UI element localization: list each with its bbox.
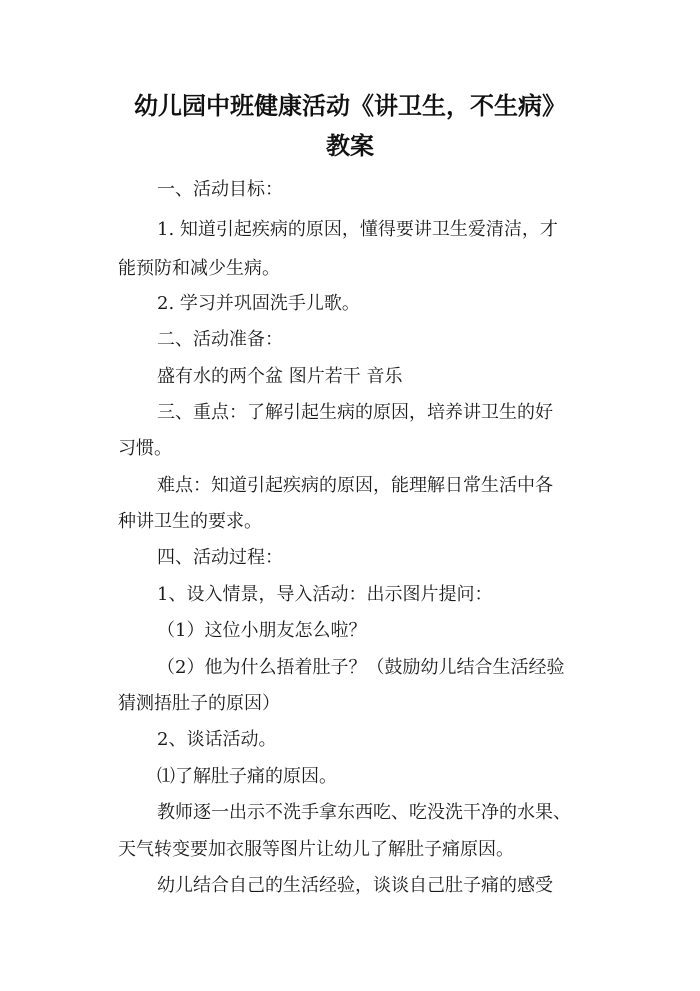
- document-title-line-2: 教案: [326, 132, 374, 160]
- paragraph-line: 天气转变要加衣服等图片让幼儿了解肚子痛原因。: [118, 839, 514, 860]
- paragraph-line: 猜测捂肚子的原因）: [118, 693, 280, 714]
- paragraph-line: 2、谈话活动。: [157, 729, 277, 750]
- paragraph-line: （2）他为什么捂着肚子？（鼓励幼儿结合生活经验: [157, 657, 565, 678]
- document-title-line-1: 幼儿园中班健康活动《讲卫生，不生病》: [134, 92, 566, 120]
- section-heading-goals: 一、活动目标：: [157, 179, 283, 200]
- paragraph-line: 习惯。: [118, 438, 172, 459]
- paragraph-line: 难点：知道引起疾病的原因，能理解日常生活中各: [157, 475, 553, 496]
- paragraph-line: 幼儿结合自己的生活经验，谈谈自己肚子痛的感受: [157, 875, 553, 896]
- paragraph-line: ⑴了解肚子痛的原因。: [157, 766, 337, 787]
- paragraph-line: 1. 知道引起疾病的原因，懂得要讲卫生爱清洁，才: [157, 219, 558, 240]
- paragraph-line: 种讲卫生的要求。: [118, 511, 262, 532]
- paragraph-line: 盛有水的两个盆 图片若干 音乐: [157, 366, 403, 387]
- section-heading-process: 四、活动过程：: [157, 547, 283, 568]
- paragraph-line: 能预防和减少生病。: [118, 258, 280, 279]
- section-heading-key-points: 三、重点：了解引起生病的原因，培养讲卫生的好: [157, 402, 553, 423]
- paragraph-line: （1）这位小朋友怎么啦？: [157, 620, 367, 641]
- paragraph-line: 2. 学习并巩固洗手儿歌。: [157, 293, 360, 314]
- section-heading-preparation: 二、活动准备：: [157, 329, 283, 350]
- paragraph-line: 教师逐一出示不洗手拿东西吃、吃没洗干净的水果、: [157, 802, 571, 823]
- paragraph-line: 1、设入情景，导入活动：出示图片提问：: [157, 584, 493, 605]
